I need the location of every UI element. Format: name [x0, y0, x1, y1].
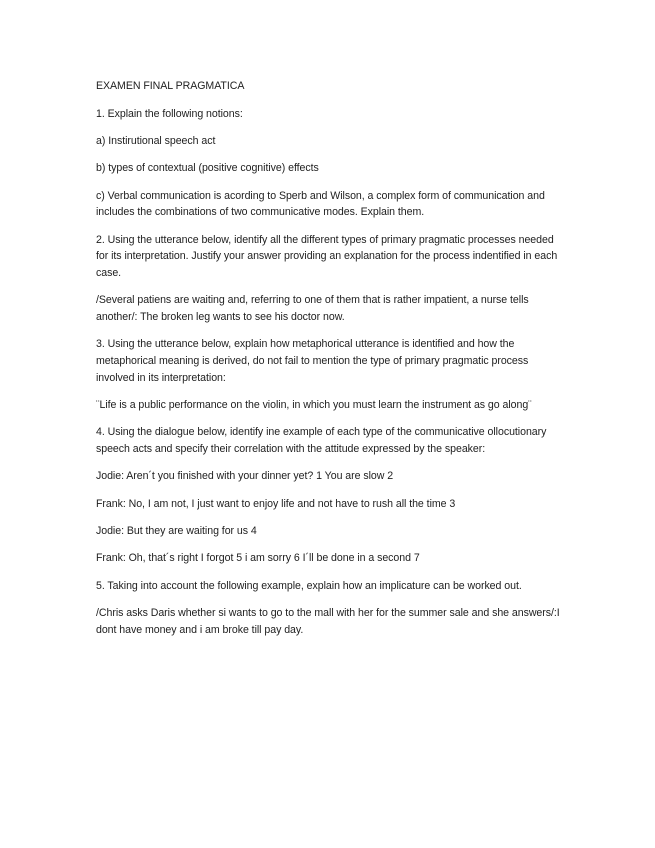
dialogue-line: Frank: Oh, that´s right I forgot 5 i am sorry 6 I´ll be done in a second 7	[96, 552, 420, 565]
dialogue-line: Jodie: But they are waiting for us 4	[96, 525, 257, 538]
document-title: EXAMEN FINAL PRAGMATICA	[96, 80, 245, 92]
question-1b: b) types of contextual (positive cognitive) effects	[96, 162, 319, 175]
question-5: 5. Taking into account the following example, explain how an implicature can be worked out.	[96, 579, 522, 592]
question-3: 3. Using the utterance below, explain how metaphorical utterance is identified and how the metaphorical meaning is derived, do not fail to mention the type of primary pragmatic process involved in its interpretation:	[96, 338, 529, 384]
question-4: 4. Using the dialogue below, identify ine example of each type of the communicative ollocutionary speech acts and specify their correlation with the attitude expressed by the speaker:	[96, 426, 547, 455]
question-2: 2. Using the utterance below, identify all the different types of primary pragmatic processes needed for its interpretation. Justify your answer providing an explanation for the process indentified in each case.	[96, 233, 558, 279]
question-3-quote: ¨Life is a public performance on the violin, in which you must learn the instrument as go along¨	[96, 398, 532, 411]
dialogue-line: Jodie: Aren´t you finished with your dinner yet? 1 You are slow 2	[96, 470, 394, 483]
question-1: 1. Explain the following notions:	[96, 107, 243, 120]
question-1c: c) Verbal communication is acording to Sperb and Wilson, a complex form of communication and includes the combinations of two communicative modes. Explain them.	[96, 189, 545, 219]
question-5-example: /Chris asks Daris whether si wants to go to the mall with her for the summer sale and she answers/:I dont have money and i am broke till pay day.	[96, 607, 560, 636]
question-2-utterance: /Several patiens are waiting and, referring to one of them that is rather impatient, a nurse tells another/: The broken leg wants to see his doctor now.	[96, 294, 529, 323]
question-1a: a) Instirutional speech act	[96, 134, 216, 147]
dialogue-line: Frank: No, I am not, I just want to enjoy life and not have to rush all the time 3	[96, 497, 456, 510]
